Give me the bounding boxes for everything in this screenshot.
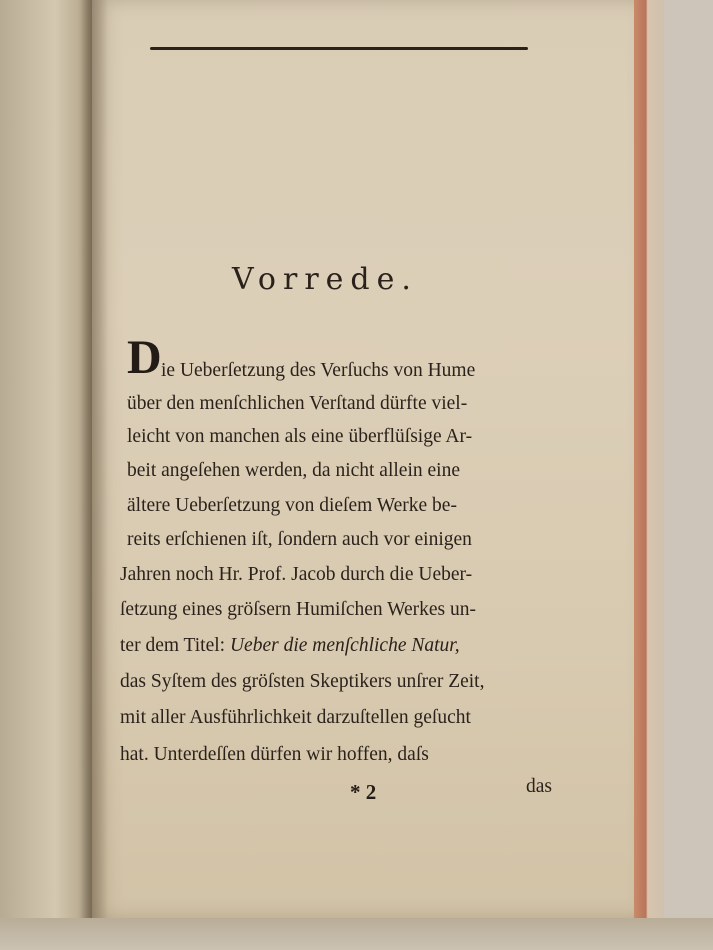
text-line-2: über den menſchlichen Verſtand dürfte viel- <box>127 393 468 414</box>
text-line-1: ie Ueberſetzung des Verſuchs von Hume <box>161 360 476 381</box>
text-line-7: Jahren noch Hr. Prof. Jacob durch die Ueber- <box>120 564 473 585</box>
text-line-9-start: ter dem Titel: <box>120 635 230 656</box>
page-heading: Vorrede. <box>232 262 418 297</box>
book-gutter <box>78 0 108 950</box>
catchword: das <box>526 776 552 797</box>
text-line-6: reits erſchienen iſt, ſondern auch vor einigen <box>127 529 472 550</box>
page-edge <box>634 0 664 925</box>
header-rule <box>150 47 528 50</box>
text-line-8: ſetzung eines gröſsern Humiſchen Werkes un- <box>120 599 477 620</box>
table-surface <box>664 0 713 950</box>
text-line-9 <box>120 634 460 658</box>
text-line-12: hat. Unterdeſſen dürfen wir hoffen, daſs <box>120 744 429 765</box>
text-line-10: das Syſtem des gröſsten Skeptikers unſrer Zeit, <box>120 671 485 692</box>
page-bottom-edge <box>0 918 713 950</box>
text-line-5: ältere Ueberſetzung von dieſem Werke be- <box>127 495 457 516</box>
text-line-4: beit angeſehen werden, da nicht allein eine <box>127 460 460 481</box>
text-line-3: leicht von manchen als eine überflüſsige Ar- <box>127 426 473 447</box>
italic-title: Ueber die menſchliche Natur, <box>229 635 460 656</box>
signature-mark: * 2 <box>350 780 377 804</box>
text-line-11: mit aller Ausführlichkeit darzuſtellen geſucht <box>120 707 471 728</box>
drop-cap: D <box>127 331 162 384</box>
